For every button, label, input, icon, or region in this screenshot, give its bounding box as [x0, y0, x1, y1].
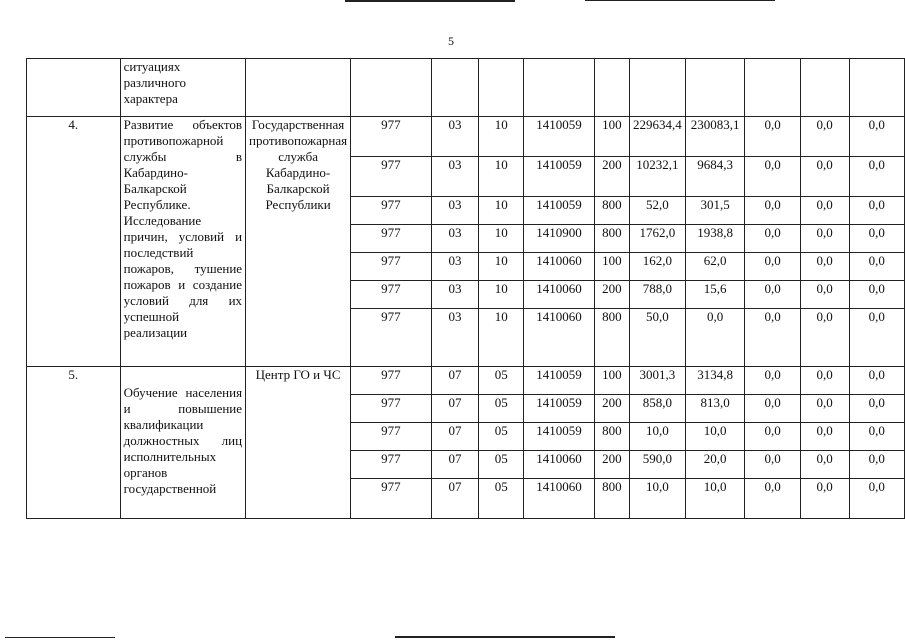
description-cell: ситуациях различного характера [120, 59, 245, 117]
expense-type-cell: 800 [594, 309, 629, 367]
value-2-cell: 9684,3 [685, 157, 745, 197]
admin-code-cell: 977 [351, 423, 432, 451]
target-code-cell: 1410059 [524, 423, 595, 451]
section-code-cell: 07 [431, 423, 479, 451]
value-5-cell: 0,0 [849, 423, 904, 451]
expense-type-cell: 200 [594, 157, 629, 197]
value-3-cell: 0,0 [745, 479, 800, 519]
subsection-code-cell: 05 [479, 423, 524, 451]
value-1-cell: 229634,4 [629, 117, 685, 157]
section-code-cell: 03 [431, 225, 479, 253]
value-2-cell: 3134,8 [685, 367, 745, 395]
admin-code-cell: 977 [351, 479, 432, 519]
value-2-cell: 10,0 [685, 423, 745, 451]
value-4-cell: 0,0 [800, 253, 849, 281]
value-3-cell: 0,0 [745, 395, 800, 423]
value-5-cell: 0,0 [849, 197, 904, 225]
expense-type-cell: 200 [594, 395, 629, 423]
section-code-cell: 07 [431, 451, 479, 479]
admin-code-cell: 977 [351, 157, 432, 197]
admin-code-cell: 977 [351, 225, 432, 253]
value-1-cell: 10,0 [629, 423, 685, 451]
value-1-cell: 3001,3 [629, 367, 685, 395]
expense-type-cell: 200 [594, 281, 629, 309]
value-3-cell: 0,0 [745, 281, 800, 309]
subsection-code-cell: 10 [479, 197, 524, 225]
value-4-cell: 0,0 [800, 117, 849, 157]
section-code-cell: 07 [431, 479, 479, 519]
subsection-code-cell: 10 [479, 281, 524, 309]
value-3-cell: 0,0 [745, 197, 800, 225]
value-2-cell: 0,0 [685, 309, 745, 367]
block-description: Развитие объектов противопожарной службы в Кабардино-Балкарской Республике. Исследование причин, условий и последствий пожаров, тушение пожаров и создание условий для их успешной реализации [120, 117, 245, 367]
expense-type-cell: 100 [594, 253, 629, 281]
target-code-cell: 1410059 [524, 157, 595, 197]
value-1-cell: 1762,0 [629, 225, 685, 253]
expense-type-cell: 800 [594, 479, 629, 519]
block-responsible: Государственная противопожарная служба Кабардино-Балкарской Республики [246, 117, 351, 367]
value-5-cell: 0,0 [849, 451, 904, 479]
subsection-code-cell: 10 [479, 253, 524, 281]
value-4-cell: 0,0 [800, 157, 849, 197]
block-responsible: Центр ГО и ЧС [246, 367, 351, 519]
expense-type-cell: 100 [594, 117, 629, 157]
scan-artifact-bottom [395, 636, 615, 638]
section-code-cell: 03 [431, 309, 479, 367]
value-2-cell: 813,0 [685, 395, 745, 423]
table-row [27, 117, 905, 157]
section-code-cell: 03 [431, 197, 479, 225]
value-5-cell: 0,0 [849, 395, 904, 423]
block-index: 5. [27, 367, 121, 519]
value-1-cell: 162,0 [629, 253, 685, 281]
value-3-cell: 0,0 [745, 157, 800, 197]
subsection-code-cell: 05 [479, 395, 524, 423]
table-body [27, 59, 905, 519]
value-3-cell: 0,0 [745, 117, 800, 157]
value-5-cell: 0,0 [849, 281, 904, 309]
table-row [27, 367, 905, 395]
value-3-cell: 0,0 [745, 225, 800, 253]
target-code-cell: 1410060 [524, 253, 595, 281]
value-4-cell: 0,0 [800, 423, 849, 451]
admin-code-cell: 977 [351, 367, 432, 395]
scan-artifact-top [345, 0, 515, 2]
expense-type-cell: 800 [594, 423, 629, 451]
value-5-cell: 0,0 [849, 479, 904, 519]
value-2-cell: 20,0 [685, 451, 745, 479]
value-5-cell: 0,0 [849, 225, 904, 253]
value-5-cell: 0,0 [849, 253, 904, 281]
subsection-code-cell: 10 [479, 157, 524, 197]
section-code-cell: 03 [431, 157, 479, 197]
value-1-cell: 590,0 [629, 451, 685, 479]
value-1-cell: 10232,1 [629, 157, 685, 197]
value-2-cell: 15,6 [685, 281, 745, 309]
value-4-cell: 0,0 [800, 367, 849, 395]
value-2-cell: 301,5 [685, 197, 745, 225]
target-code-cell: 1410059 [524, 367, 595, 395]
value-3-cell: 0,0 [745, 423, 800, 451]
value-4-cell: 0,0 [800, 281, 849, 309]
budget-table [26, 58, 905, 519]
admin-code-cell: 977 [351, 309, 432, 367]
section-code-cell: 07 [431, 395, 479, 423]
target-code-cell: 1410900 [524, 225, 595, 253]
subsection-code-cell: 05 [479, 367, 524, 395]
value-4-cell: 0,0 [800, 309, 849, 367]
page-number: 5 [448, 34, 454, 48]
value-2-cell: 1938,8 [685, 225, 745, 253]
value-5-cell: 0,0 [849, 309, 904, 367]
admin-code-cell: 977 [351, 451, 432, 479]
value-4-cell: 0,0 [800, 197, 849, 225]
section-code-cell: 03 [431, 117, 479, 157]
value-2-cell: 230083,1 [685, 117, 745, 157]
value-1-cell: 858,0 [629, 395, 685, 423]
value-5-cell: 0,0 [849, 367, 904, 395]
expense-type-cell: 200 [594, 451, 629, 479]
value-2-cell: 62,0 [685, 253, 745, 281]
section-code-cell: 07 [431, 367, 479, 395]
admin-code-cell: 977 [351, 197, 432, 225]
value-2-cell: 10,0 [685, 479, 745, 519]
value-3-cell: 0,0 [745, 253, 800, 281]
section-code-cell: 03 [431, 281, 479, 309]
expense-type-cell: 800 [594, 225, 629, 253]
block-index: 4. [27, 117, 121, 367]
target-code-cell: 1410059 [524, 117, 595, 157]
value-5-cell: 0,0 [849, 157, 904, 197]
subsection-code-cell: 10 [479, 225, 524, 253]
table-row [27, 59, 905, 117]
target-code-cell: 1410060 [524, 309, 595, 367]
value-3-cell: 0,0 [745, 309, 800, 367]
admin-code-cell: 977 [351, 281, 432, 309]
target-code-cell: 1410059 [524, 395, 595, 423]
value-1-cell: 788,0 [629, 281, 685, 309]
subsection-code-cell: 05 [479, 451, 524, 479]
value-3-cell: 0,0 [745, 367, 800, 395]
admin-code-cell: 977 [351, 117, 432, 157]
value-4-cell: 0,0 [800, 225, 849, 253]
value-4-cell: 0,0 [800, 395, 849, 423]
scan-artifact-bottom-left [5, 637, 115, 638]
admin-code-cell: 977 [351, 395, 432, 423]
block-description: Обучение населения и повышение квалификации должностных лиц исполнительных органов государственной [120, 367, 245, 519]
value-1-cell: 10,0 [629, 479, 685, 519]
value-3-cell: 0,0 [745, 451, 800, 479]
expense-type-cell: 100 [594, 367, 629, 395]
value-5-cell: 0,0 [849, 117, 904, 157]
expense-type-cell: 800 [594, 197, 629, 225]
subsection-code-cell: 10 [479, 117, 524, 157]
subsection-code-cell: 10 [479, 309, 524, 367]
scan-artifact-top-right [585, 0, 775, 1]
index-cell [27, 59, 121, 117]
target-code-cell: 1410060 [524, 281, 595, 309]
value-1-cell: 50,0 [629, 309, 685, 367]
subsection-code-cell: 05 [479, 479, 524, 519]
value-1-cell: 52,0 [629, 197, 685, 225]
section-code-cell: 03 [431, 253, 479, 281]
value-4-cell: 0,0 [800, 451, 849, 479]
value-4-cell: 0,0 [800, 479, 849, 519]
admin-code-cell: 977 [351, 253, 432, 281]
target-code-cell: 1410060 [524, 451, 595, 479]
target-code-cell: 1410060 [524, 479, 595, 519]
target-code-cell: 1410059 [524, 197, 595, 225]
